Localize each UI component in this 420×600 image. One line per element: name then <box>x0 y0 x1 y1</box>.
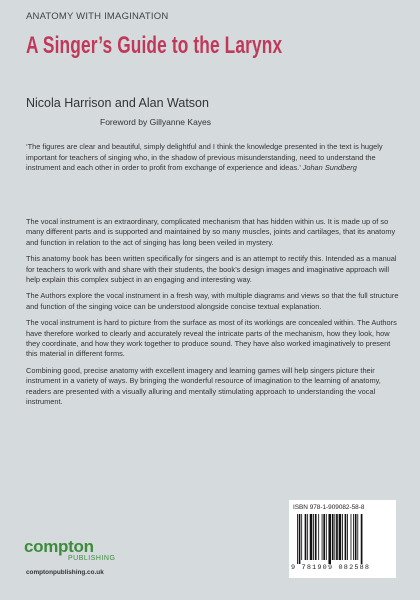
isbn-text: ISBN 978-1-909082-58-8 <box>293 504 365 511</box>
barcode-bar <box>310 514 313 560</box>
barcode-panel <box>289 500 396 578</box>
publisher-logo <box>24 538 134 576</box>
barcode-bar <box>297 514 298 564</box>
foreword-credit: Foreword by Gillyanne Kayes <box>100 117 212 127</box>
barcode-bar <box>345 514 347 560</box>
barcode-bar <box>299 514 301 564</box>
barcode-icon <box>295 514 390 564</box>
barcode-bar <box>355 514 357 560</box>
blurb-paragraph: The vocal instrument is an extraordinary, complicated mechanism that has hidden within us. It is made up of so many different parts and is supported and maintained by so many muscles, joints and cartilages, that its anatomy and function in relation to the act of singing has long been veiled in mystery. <box>26 217 396 247</box>
blurb-paragraph: This anatomy book has been written specifically for singers and is an attempt to rectify this. Intended as a manual for teachers to work with and share with their students, the book’s design images and imaginative approach will help explain this complex subject in an engaging and interesting way. <box>26 254 397 285</box>
barcode-bar <box>315 514 317 560</box>
publisher-url: comptonpublishing.co.uk <box>26 569 104 576</box>
barcode-bar <box>357 514 358 560</box>
barcode-bar <box>347 514 348 560</box>
barcode-bar <box>307 514 308 560</box>
publisher-subtitle: PUBLISHING <box>68 555 116 562</box>
blurb <box>26 217 400 414</box>
barcode-bar <box>336 514 338 560</box>
barcode-bar <box>301 514 302 560</box>
barcode-bar <box>353 514 354 560</box>
quote-attribution: Johan Sundberg <box>302 163 357 173</box>
blurb-paragraph: The vocal instrument is hard to picture from the surface as most of its workings are concealed within. The Authors have therefore worked to clearly and accurately reveal the intricate parts of the mechanism, how they look, how they coordinate, and how they work together to produce sound. They have also worked imaginatively to present this material in different forms. <box>26 318 397 359</box>
authors: Nicola Harrison and Alan Watson <box>26 96 209 110</box>
barcode-bar <box>351 514 352 560</box>
barcode-bar <box>323 514 325 560</box>
barcode-bar <box>334 514 335 560</box>
barcode-bar <box>361 514 363 564</box>
barcode-bar <box>305 514 307 560</box>
barcode-bar <box>342 514 343 560</box>
barcode-bar <box>313 514 314 560</box>
barcode-digits: 9 781909 082588 <box>291 564 371 572</box>
blurb-paragraph: Combining good, precise anatomy with excellent imagery and learning games will help singers picture their instrument in a variety of ways. By bringing the wonderful resource of imagination to the learning of anatomy, readers are presented with a visually alluring and mentally stimulating approach to understanding the vocal instrument. <box>26 365 381 407</box>
endorsement-quote <box>26 142 400 174</box>
quote-text: ‘The figures are clear and beautiful, simply delightful and I think the knowledge presented in the text is hugely important for teachers of singing who, in the shadow of previous misunderstanding, need to understand the instrument and each other in order to profit from exchange of experience and ideas.’ <box>26 142 383 173</box>
barcode-bar <box>322 514 323 560</box>
barcode-bar <box>332 514 334 560</box>
book-title: A Singer’s Guide to the Larynx <box>26 32 283 59</box>
barcode-bar <box>318 514 319 560</box>
series-name: ANATOMY WITH IMAGINATION <box>26 11 169 22</box>
barcode-bar <box>339 514 342 560</box>
publisher-name: compton <box>24 537 94 556</box>
barcode-bar <box>326 514 327 560</box>
barcode-bar <box>328 514 331 564</box>
blurb-paragraph: The Authors explore the vocal instrument in a fresh way, with multiple diagrams and views so that the full structure and function of the singing voice can be understood alongside concise textual explanation. <box>26 291 399 311</box>
